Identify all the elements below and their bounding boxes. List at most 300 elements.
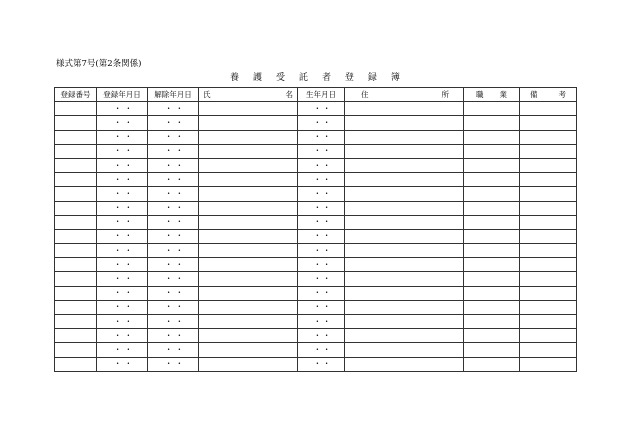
occupation-cell[interactable]	[464, 343, 520, 357]
address-cell[interactable]	[345, 315, 464, 329]
remarks-cell[interactable]	[520, 329, 577, 343]
registration-date-cell[interactable]	[97, 201, 148, 215]
table-row	[55, 173, 577, 187]
occupation-cell[interactable]	[464, 258, 520, 272]
date-separator: ・	[313, 344, 322, 354]
document-title	[230, 70, 400, 83]
date-separator: ・	[113, 117, 122, 127]
remarks-cell[interactable]	[520, 357, 577, 371]
cancellation-date-cell[interactable]	[148, 187, 199, 201]
registration-no-cell[interactable]	[55, 329, 97, 343]
register-table	[54, 87, 577, 372]
date-separator: ・	[113, 274, 122, 284]
table-row	[55, 187, 577, 201]
registration-no-cell[interactable]	[55, 258, 97, 272]
header-occupation	[464, 88, 520, 102]
date-separator: ・	[313, 203, 322, 213]
cancellation-date-cell[interactable]	[148, 102, 199, 116]
date-separator: ・	[164, 174, 173, 184]
name-cell[interactable]	[199, 258, 298, 272]
address-cell[interactable]	[345, 357, 464, 371]
registration-no-cell[interactable]	[55, 357, 97, 371]
registration-no-cell[interactable]	[55, 130, 97, 144]
table-row	[55, 258, 577, 272]
title-char: 録	[367, 73, 377, 83]
date-separator: ・	[124, 203, 133, 213]
remarks-cell[interactable]	[520, 144, 577, 158]
name-cell[interactable]	[199, 329, 298, 343]
date-separator: ・	[124, 344, 133, 354]
registration-no-cell[interactable]	[55, 102, 97, 116]
table-row	[55, 315, 577, 329]
registration-no-cell[interactable]	[55, 173, 97, 187]
date-separator: ・	[164, 203, 173, 213]
date-separator: ・	[322, 274, 331, 284]
cancellation-date-cell[interactable]	[148, 144, 199, 158]
date-separator: ・	[164, 217, 173, 227]
table-row	[55, 329, 577, 343]
cancellation-date-cell[interactable]	[148, 173, 199, 187]
registration-date-cell[interactable]	[97, 315, 148, 329]
registration-no-cell[interactable]	[55, 158, 97, 172]
registration-date-cell[interactable]	[97, 144, 148, 158]
registration-no-cell[interactable]	[55, 244, 97, 258]
cancellation-date-cell[interactable]	[148, 357, 199, 371]
date-separator: ・	[164, 146, 173, 156]
date-separator: ・	[113, 231, 122, 241]
name-cell[interactable]	[199, 102, 298, 116]
remarks-cell[interactable]	[520, 272, 577, 286]
date-separator: ・	[175, 117, 184, 127]
date-separator: ・	[322, 259, 331, 269]
birth-date-cell[interactable]	[298, 229, 345, 243]
date-separator: ・	[313, 160, 322, 170]
cancellation-date-cell[interactable]	[148, 329, 199, 343]
name-cell[interactable]	[199, 116, 298, 130]
remarks-cell[interactable]	[520, 315, 577, 329]
date-separator: ・	[113, 245, 122, 255]
title-char: 登	[344, 73, 354, 83]
date-separator: ・	[175, 330, 184, 340]
date-separator: ・	[124, 245, 133, 255]
remarks-cell[interactable]	[520, 158, 577, 172]
date-separator: ・	[124, 231, 133, 241]
registration-date-cell[interactable]	[97, 357, 148, 371]
date-separator: ・	[322, 160, 331, 170]
date-separator: ・	[124, 316, 133, 326]
birth-date-cell[interactable]	[298, 102, 345, 116]
registration-date-cell[interactable]	[97, 215, 148, 229]
cancellation-date-cell[interactable]	[148, 258, 199, 272]
date-separator: ・	[175, 302, 184, 312]
registration-no-cell[interactable]	[55, 116, 97, 130]
name-cell[interactable]	[199, 315, 298, 329]
title-char: 護	[252, 73, 262, 83]
name-cell[interactable]	[199, 144, 298, 158]
registration-date-cell[interactable]	[97, 244, 148, 258]
table-row	[55, 343, 577, 357]
birth-date-cell[interactable]	[298, 329, 345, 343]
registration-date-cell[interactable]	[97, 300, 148, 314]
address-cell[interactable]	[345, 130, 464, 144]
name-cell[interactable]	[199, 187, 298, 201]
registration-no-cell[interactable]	[55, 272, 97, 286]
header-address-right: 所	[441, 89, 449, 99]
name-cell[interactable]	[199, 286, 298, 300]
header-remarks-left: 備	[530, 89, 538, 99]
registration-no-cell[interactable]	[55, 300, 97, 314]
table-row	[55, 229, 577, 243]
date-separator: ・	[322, 344, 331, 354]
date-separator: ・	[313, 217, 322, 227]
date-separator: ・	[164, 344, 173, 354]
occupation-cell[interactable]	[464, 102, 520, 116]
date-separator: ・	[322, 203, 331, 213]
date-separator: ・	[313, 132, 322, 142]
header-occupation-left: 職	[476, 89, 484, 99]
cancellation-date-cell[interactable]	[148, 244, 199, 258]
date-separator: ・	[175, 231, 184, 241]
remarks-cell[interactable]	[520, 173, 577, 187]
title-char: 養	[230, 73, 240, 83]
date-separator: ・	[124, 359, 133, 369]
date-separator: ・	[124, 302, 133, 312]
occupation-cell[interactable]	[464, 329, 520, 343]
address-cell[interactable]	[345, 244, 464, 258]
remarks-cell[interactable]	[520, 116, 577, 130]
occupation-cell[interactable]	[464, 244, 520, 258]
date-separator: ・	[313, 302, 322, 312]
date-separator: ・	[322, 132, 331, 142]
remarks-cell[interactable]	[520, 286, 577, 300]
registration-no-cell[interactable]	[55, 286, 97, 300]
cancellation-date-cell[interactable]	[148, 300, 199, 314]
table-row	[55, 130, 577, 144]
name-cell[interactable]	[199, 272, 298, 286]
date-separator: ・	[175, 288, 184, 298]
header-cancellation-date: 解除年月日	[148, 88, 199, 102]
address-cell[interactable]	[345, 343, 464, 357]
birth-date-cell[interactable]	[298, 173, 345, 187]
register-body	[55, 102, 577, 372]
address-cell[interactable]	[345, 229, 464, 243]
header-row	[55, 88, 577, 102]
remarks-cell[interactable]	[520, 187, 577, 201]
name-cell[interactable]	[199, 158, 298, 172]
address-cell[interactable]	[345, 158, 464, 172]
remarks-cell[interactable]	[520, 102, 577, 116]
header-address	[345, 88, 464, 102]
date-separator: ・	[175, 174, 184, 184]
remarks-cell[interactable]	[520, 201, 577, 215]
name-cell[interactable]	[199, 300, 298, 314]
title-char: 受	[275, 73, 285, 83]
date-separator: ・	[113, 359, 122, 369]
occupation-cell[interactable]	[464, 357, 520, 371]
header-name-left: 氏	[203, 89, 211, 99]
table-row	[55, 144, 577, 158]
birth-date-cell[interactable]	[298, 130, 345, 144]
date-separator: ・	[164, 103, 173, 113]
table-row	[55, 201, 577, 215]
name-cell[interactable]	[199, 229, 298, 243]
date-separator: ・	[164, 231, 173, 241]
birth-date-cell[interactable]	[298, 343, 345, 357]
form-number-label: 様式第7号(第2条関係)	[56, 59, 142, 69]
title-char: 者	[321, 73, 331, 83]
address-cell[interactable]	[345, 116, 464, 130]
remarks-cell[interactable]	[520, 215, 577, 229]
registration-no-cell[interactable]	[55, 229, 97, 243]
date-separator: ・	[124, 274, 133, 284]
birth-date-cell[interactable]	[298, 286, 345, 300]
address-cell[interactable]	[345, 300, 464, 314]
occupation-cell[interactable]	[464, 229, 520, 243]
title-char: 託	[298, 73, 308, 83]
header-remarks-right: 考	[558, 89, 566, 99]
date-separator: ・	[175, 132, 184, 142]
date-separator: ・	[113, 302, 122, 312]
date-separator: ・	[313, 259, 322, 269]
date-separator: ・	[322, 188, 331, 198]
date-separator: ・	[124, 103, 133, 113]
registration-no-cell[interactable]	[55, 144, 97, 158]
date-separator: ・	[175, 160, 184, 170]
date-separator: ・	[124, 117, 133, 127]
birth-date-cell[interactable]	[298, 244, 345, 258]
birth-date-cell[interactable]	[298, 144, 345, 158]
occupation-cell[interactable]	[464, 315, 520, 329]
remarks-cell[interactable]	[520, 229, 577, 243]
birth-date-cell[interactable]	[298, 272, 345, 286]
date-separator: ・	[164, 132, 173, 142]
date-separator: ・	[113, 132, 122, 142]
registration-no-cell[interactable]	[55, 215, 97, 229]
table-row	[55, 244, 577, 258]
date-separator: ・	[124, 160, 133, 170]
date-separator: ・	[322, 330, 331, 340]
registration-no-cell[interactable]	[55, 343, 97, 357]
header-remarks	[520, 88, 577, 102]
birth-date-cell[interactable]	[298, 201, 345, 215]
date-separator: ・	[164, 302, 173, 312]
date-separator: ・	[175, 188, 184, 198]
date-separator: ・	[164, 245, 173, 255]
date-separator: ・	[313, 146, 322, 156]
header-registration-date: 登録年月日	[97, 88, 148, 102]
cancellation-date-cell[interactable]	[148, 201, 199, 215]
header-birth-date: 生年月日	[298, 88, 345, 102]
date-separator: ・	[322, 359, 331, 369]
name-cell[interactable]	[199, 173, 298, 187]
registration-no-cell[interactable]	[55, 201, 97, 215]
date-separator: ・	[322, 103, 331, 113]
address-cell[interactable]	[345, 272, 464, 286]
registration-date-cell[interactable]	[97, 116, 148, 130]
address-cell[interactable]	[345, 201, 464, 215]
registration-date-cell[interactable]	[97, 187, 148, 201]
occupation-cell[interactable]	[464, 215, 520, 229]
date-separator: ・	[164, 330, 173, 340]
occupation-cell[interactable]	[464, 272, 520, 286]
date-separator: ・	[175, 359, 184, 369]
remarks-cell[interactable]	[520, 130, 577, 144]
occupation-cell[interactable]	[464, 201, 520, 215]
date-separator: ・	[313, 316, 322, 326]
date-separator: ・	[113, 203, 122, 213]
birth-date-cell[interactable]	[298, 187, 345, 201]
date-separator: ・	[113, 330, 122, 340]
header-registration-no: 登録番号	[55, 88, 97, 102]
date-separator: ・	[175, 245, 184, 255]
address-cell[interactable]	[345, 258, 464, 272]
date-separator: ・	[175, 344, 184, 354]
registration-date-cell[interactable]	[97, 158, 148, 172]
registration-date-cell[interactable]	[97, 130, 148, 144]
date-separator: ・	[322, 117, 331, 127]
address-cell[interactable]	[345, 102, 464, 116]
date-separator: ・	[322, 302, 331, 312]
date-separator: ・	[164, 259, 173, 269]
registration-no-cell[interactable]	[55, 315, 97, 329]
birth-date-cell[interactable]	[298, 300, 345, 314]
registration-date-cell[interactable]	[97, 102, 148, 116]
date-separator: ・	[124, 259, 133, 269]
address-cell[interactable]	[345, 173, 464, 187]
cancellation-date-cell[interactable]	[148, 229, 199, 243]
table-row	[55, 116, 577, 130]
date-separator: ・	[322, 288, 331, 298]
date-separator: ・	[113, 344, 122, 354]
date-separator: ・	[113, 217, 122, 227]
header-name-right: 名	[285, 89, 293, 99]
address-cell[interactable]	[345, 187, 464, 201]
date-separator: ・	[322, 146, 331, 156]
table-row	[55, 158, 577, 172]
registration-date-cell[interactable]	[97, 229, 148, 243]
occupation-cell[interactable]	[464, 300, 520, 314]
date-separator: ・	[322, 231, 331, 241]
date-separator: ・	[164, 288, 173, 298]
birth-date-cell[interactable]	[298, 158, 345, 172]
name-cell[interactable]	[199, 130, 298, 144]
date-separator: ・	[313, 359, 322, 369]
date-separator: ・	[313, 245, 322, 255]
birth-date-cell[interactable]	[298, 258, 345, 272]
date-separator: ・	[313, 330, 322, 340]
occupation-cell[interactable]	[464, 158, 520, 172]
address-cell[interactable]	[345, 286, 464, 300]
cancellation-date-cell[interactable]	[148, 130, 199, 144]
date-separator: ・	[313, 231, 322, 241]
occupation-cell[interactable]	[464, 144, 520, 158]
name-cell[interactable]	[199, 357, 298, 371]
remarks-cell[interactable]	[520, 343, 577, 357]
birth-date-cell[interactable]	[298, 116, 345, 130]
cancellation-date-cell[interactable]	[148, 315, 199, 329]
birth-date-cell[interactable]	[298, 315, 345, 329]
date-separator: ・	[113, 288, 122, 298]
registration-date-cell[interactable]	[97, 272, 148, 286]
occupation-cell[interactable]	[464, 286, 520, 300]
table-row	[55, 357, 577, 371]
date-separator: ・	[313, 288, 322, 298]
table-row	[55, 272, 577, 286]
cancellation-date-cell[interactable]	[148, 272, 199, 286]
name-cell[interactable]	[199, 343, 298, 357]
cancellation-date-cell[interactable]	[148, 215, 199, 229]
name-cell[interactable]	[199, 201, 298, 215]
header-address-left: 住	[361, 89, 369, 99]
registration-date-cell[interactable]	[97, 286, 148, 300]
date-separator: ・	[124, 217, 133, 227]
date-separator: ・	[322, 245, 331, 255]
date-separator: ・	[175, 103, 184, 113]
occupation-cell[interactable]	[464, 187, 520, 201]
date-separator: ・	[124, 174, 133, 184]
name-cell[interactable]	[199, 244, 298, 258]
date-separator: ・	[175, 274, 184, 284]
address-cell[interactable]	[345, 215, 464, 229]
title-char: 簿	[390, 73, 400, 83]
occupation-cell[interactable]	[464, 130, 520, 144]
date-separator: ・	[124, 132, 133, 142]
date-separator: ・	[175, 316, 184, 326]
date-separator: ・	[113, 160, 122, 170]
address-cell[interactable]	[345, 144, 464, 158]
date-separator: ・	[164, 359, 173, 369]
birth-date-cell[interactable]	[298, 357, 345, 371]
address-cell[interactable]	[345, 329, 464, 343]
date-separator: ・	[175, 203, 184, 213]
date-separator: ・	[322, 316, 331, 326]
table-row	[55, 102, 577, 116]
registration-date-cell[interactable]	[97, 258, 148, 272]
registration-date-cell[interactable]	[97, 173, 148, 187]
date-separator: ・	[124, 330, 133, 340]
registration-date-cell[interactable]	[97, 343, 148, 357]
remarks-cell[interactable]	[520, 300, 577, 314]
date-separator: ・	[124, 288, 133, 298]
remarks-cell[interactable]	[520, 244, 577, 258]
date-separator: ・	[164, 188, 173, 198]
table-row	[55, 286, 577, 300]
date-separator: ・	[175, 259, 184, 269]
date-separator: ・	[113, 316, 122, 326]
date-separator: ・	[313, 274, 322, 284]
date-separator: ・	[113, 174, 122, 184]
date-separator: ・	[313, 103, 322, 113]
cancellation-date-cell[interactable]	[148, 158, 199, 172]
date-separator: ・	[164, 316, 173, 326]
date-separator: ・	[313, 174, 322, 184]
date-separator: ・	[313, 188, 322, 198]
occupation-cell[interactable]	[464, 173, 520, 187]
date-separator: ・	[164, 274, 173, 284]
registration-date-cell[interactable]	[97, 329, 148, 343]
cancellation-date-cell[interactable]	[148, 286, 199, 300]
registration-no-cell[interactable]	[55, 187, 97, 201]
date-separator: ・	[124, 146, 133, 156]
cancellation-date-cell[interactable]	[148, 343, 199, 357]
birth-date-cell[interactable]	[298, 215, 345, 229]
date-separator: ・	[164, 117, 173, 127]
occupation-cell[interactable]	[464, 116, 520, 130]
date-separator: ・	[322, 174, 331, 184]
name-cell[interactable]	[199, 215, 298, 229]
cancellation-date-cell[interactable]	[148, 116, 199, 130]
remarks-cell[interactable]	[520, 258, 577, 272]
